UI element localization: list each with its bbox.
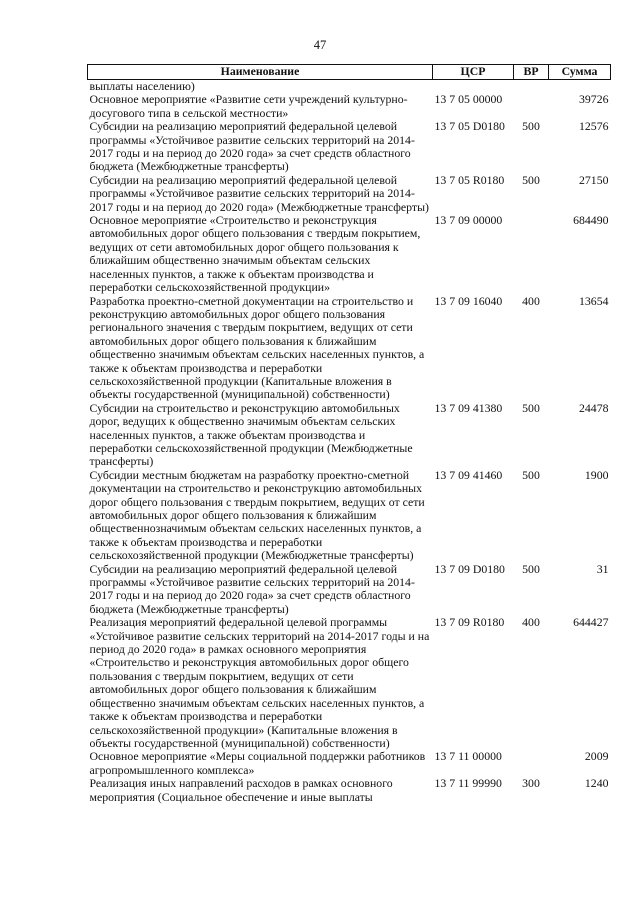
cell-vr: 500 [522, 561, 540, 576]
cell-sum: 2009 [584, 749, 609, 764]
cell-name: Реализация иных направлений расходов в рамках основного мероприятия (Социальное обеспечение и иные выплаты [89, 776, 393, 804]
table-row [88, 120, 611, 174]
cell-name: Основное мероприятие «Меры социальной поддержки работников агропромышленного комплекса» [89, 749, 426, 777]
table-row [88, 295, 611, 402]
column-header-vr: ВР [514, 65, 549, 80]
cell-sum: 684490 [573, 213, 609, 228]
cell-name: Основное мероприятие «Развитие сети учреждений культурно-досугового типа в сельской местности» [89, 92, 408, 120]
table-row [88, 563, 611, 617]
cell-csr: 13 7 11 00000 [434, 749, 502, 764]
cell-vr: 500 [522, 172, 540, 187]
page-number: 47 [313, 38, 327, 52]
cell-sum: 24478 [579, 400, 609, 415]
cell-csr: 13 7 09 R0180 [434, 615, 505, 630]
table-row [88, 214, 611, 294]
cell-vr: 400 [522, 293, 540, 308]
table-row [88, 93, 611, 120]
cell-csr: 13 7 09 16040 [434, 293, 503, 308]
cell-name: выплаты населению) [89, 79, 195, 93]
cell-csr: 13 7 09 D0180 [434, 561, 505, 576]
cell-name: Субсидии на реализацию мероприятий федеральной целевой программы «Устойчивое развитие сельских территорий на 2014-2017 годы и на период до 2020 года» (Межбюджетные трансферты) [89, 172, 429, 214]
table-row [88, 469, 611, 563]
cell-vr: 400 [522, 615, 540, 630]
cell-name: Реализация мероприятий федеральной целевой программы «Устойчивое развитие сельских территорий на 2014-2017 годы и на период до 2020 года» в рамках основного мероприятия «Строительство и реконструкция автомобильных дорог общего пользования с твердым покрытием, ведущих от сети автомобильных дорог общего пользования к ближайшим общественно значимым объектам сельских населенных пунктов, а также к объектам производства и переработки сельскохозяйственной продукции» (Капитальные вложения в объекты государственной (муниципальной) собственности) [89, 615, 430, 750]
cell-sum: 13654 [579, 293, 609, 308]
cell-name: Субсидии на реализацию мероприятий федеральной целевой программы «Устойчивое развитие сельских территорий на 2014-2017 годы и на период до 2020 года» за счет средств областного бюджета (Межбюджетные трансферты) [89, 561, 415, 616]
cell-name: Основное мероприятие «Строительство и реконструкция автомобильных дорог общего пользования с твердым покрытием, ведущих от сети автомобильных дорог общего пользования к ближайшим общественно значимым объектам сельских населенных пунктов, а также к объектам производства и переработки сельскохозяйственной продукции» [89, 213, 421, 295]
cell-vr: 300 [522, 776, 540, 791]
table-row [88, 402, 611, 469]
cell-sum: 1240 [584, 776, 609, 791]
cell-sum: 31 [596, 561, 609, 576]
table-body [88, 80, 611, 804]
column-header-name: Наименование [88, 65, 433, 80]
table-row [88, 616, 611, 750]
budget-table [87, 64, 611, 804]
cell-csr: 13 7 09 41460 [434, 467, 503, 482]
cell-name: Разработка проектно-сметной документации на строительство и реконструкцию автомобильных дорог общего пользования регионального значения с твердым покрытием, ведущих от сети автомобильных дорог общего пользования к ближайшим общественно значимым объектам сельских населенных пунктов, а также к объектам производства и переработки сельскохозяйственной продукции (Капитальные вложения в объекты государственной (муниципальной) собственности) [89, 293, 425, 402]
cell-csr: 13 7 05 D0180 [434, 119, 505, 134]
cell-name: Субсидии на строительство и реконструкцию автомобильных дорог, ведущих к общественно значимым объектам сельских населенных пунктов, а также объектам производства и переработки сельскохозяйственной продукции (Межбюджетные трансферты) [89, 400, 413, 469]
column-header-csr: ЦСР [433, 65, 514, 80]
table-row [88, 777, 611, 804]
cell-vr: 500 [522, 400, 540, 415]
cell-sum: 1900 [584, 467, 609, 482]
cell-sum: 12576 [579, 119, 609, 134]
cell-vr [514, 750, 549, 777]
table-row [88, 80, 611, 94]
cell-csr: 13 7 05 R0180 [434, 172, 505, 187]
table-header-row [88, 65, 611, 80]
cell-csr: 13 7 05 00000 [434, 92, 503, 107]
table-row [88, 174, 611, 214]
cell-csr: 13 7 09 00000 [434, 213, 503, 228]
cell-vr [514, 93, 549, 120]
cell-sum: 39726 [579, 92, 609, 107]
cell-sum [549, 80, 611, 94]
cell-name: Субсидии на реализацию мероприятий федеральной целевой программы «Устойчивое развитие сельских территорий на 2014-2017 годы и на период до 2020 года» за счет средств областного бюджета (Межбюджетные трансферты) [89, 119, 415, 174]
cell-vr [514, 80, 549, 94]
cell-csr: 13 7 11 99990 [434, 776, 502, 791]
cell-name: Субсидии местным бюджетам на разработку проектно-сметной документации на строительство и реконструкцию автомобильных дорог общего пользования с твердым покрытием, ведущих от сети автомобильных дорог общего пользования к ближайшим общественнозначимым объектам сельских населенных пунктов, а также к объектам производства и переработки сельскохозяйственной продукции (Межбюджетные трансферты) [89, 467, 425, 563]
cell-vr: 500 [522, 467, 540, 482]
cell-sum: 27150 [579, 172, 609, 187]
table-row [88, 750, 611, 777]
cell-vr [514, 214, 549, 294]
cell-vr: 500 [522, 119, 540, 134]
column-header-sum: Сумма [549, 65, 611, 80]
cell-sum: 644427 [573, 615, 609, 630]
cell-csr: 13 7 09 41380 [434, 400, 503, 415]
cell-csr [433, 80, 514, 94]
